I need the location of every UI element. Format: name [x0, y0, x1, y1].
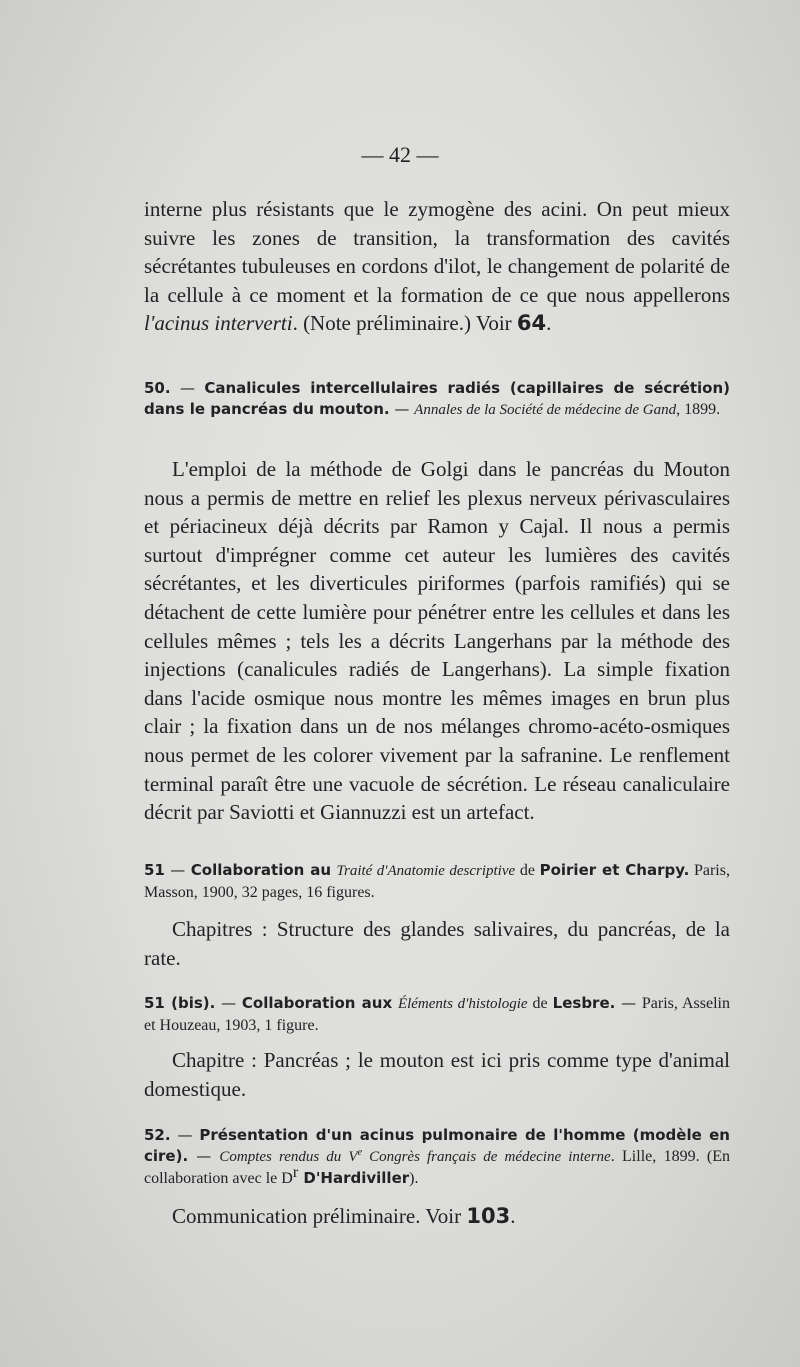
entry-52-title: Présentation d'un acinus pulmonaire de l'homme (modèle en cire). [144, 1126, 730, 1165]
entry-50-citation [144, 378, 730, 421]
entry-50-summary-block [144, 455, 730, 827]
entry-51bis-work: Éléments d'histologie [397, 996, 528, 1012]
entry-52-journal-2: Congrès français de médecine interne [362, 1149, 611, 1165]
entry-52-details-1: . Lille, 1899. (En collaboration avec le D [144, 1148, 731, 1187]
entry-50-dash2: — [389, 400, 415, 418]
entry-51-work: Traité d'Anatomie descriptive [336, 863, 516, 879]
intro-text-3: . [546, 311, 552, 336]
entry-51-summary: Chapitres : Structure des glandes salivaires, du pancréas, de la rate. [144, 917, 730, 970]
entry-52-number: 52. [144, 1126, 171, 1144]
entry-52-reference: 103 [466, 1204, 511, 1228]
entry-52-summary-2: . [510, 1204, 516, 1228]
entry-50 [144, 378, 730, 421]
intro-reference: 64 [516, 311, 547, 336]
entry-52-journal-sup: e [357, 1147, 363, 1158]
entry-52-details-sup: r [292, 1164, 299, 1181]
entry-50-title: Canalicules intercellulaires radiés (capillaires de sécrétion) dans le pancréas du mouton. [144, 379, 730, 418]
entry-51bis-citation [144, 993, 730, 1036]
entry-51-number: 51 [144, 861, 165, 879]
entry-52-dash2: — [188, 1147, 220, 1165]
entry-52-collaborator: D'Hardiviller [298, 1169, 410, 1187]
entry-52-citation [144, 1125, 730, 1189]
entry-50-year: , 1899. [676, 401, 721, 418]
entry-51bis-number: 51 (bis). [144, 994, 216, 1012]
entry-52-summary [144, 1202, 730, 1231]
entry-51 [144, 860, 730, 903]
entry-51bis-dash2: — [615, 994, 642, 1012]
entry-51bis-de: de [527, 995, 553, 1012]
entry-51bis-summary: Chapitre : Pancréas ; le mouton est ici pris comme type d'animal domestique. [144, 1048, 730, 1101]
intro-italic: l'acinus interverti [144, 311, 293, 336]
entry-52-dash: — [170, 1126, 200, 1144]
page-number: — 42 — [361, 142, 439, 167]
entry-50-journal: Annales de la Société de médecine de Gand [414, 402, 677, 418]
entry-51-authors: Poirier et Charpy. [539, 861, 690, 879]
entry-51bis [144, 993, 730, 1036]
entry-51-summary-block [144, 915, 730, 972]
entry-50-summary: L'emploi de la méthode de Golgi dans le pancréas du Mouton nous a permis de mettre en relief les plexus nerveux périvasculaires et périacineux déjà décrits par Ramon y Cajal. Il nous a permis surtout d'imprégner comme cet auteur les lumières des cavités sécrétantes, et les diverticules piriformes (parfois ramifiés) qui se détachent de cette lumière pour pénétrer entre les cellules et dans les cellules mêmes ; tels les a décrits Langerhans par la méthode des injections (canalicules radiés de Langerhans). La simple fixation dans l'acide osmique nous montre les mêmes images en brun plus clair ; la fixation dans un de nos mélanges chromo-acéto-osmiques nous permet de les colorer vivement par la safranine. Le renflement terminal paraît être une vacuole de sécrétion. Le réseau canaliculaire décrit par Saviotti et Giannuzzi est un artefact. [144, 457, 730, 825]
entry-51-citation [144, 860, 730, 903]
entry-51-dash: — [164, 861, 191, 879]
entry-51-title: Collaboration au [190, 861, 332, 879]
entry-52-journal-1: Comptes rendus du V [219, 1149, 358, 1165]
entry-52 [144, 1125, 730, 1189]
entry-51bis-title: Collaboration aux [241, 994, 393, 1012]
intro-text-1: interne plus résistants que le zymogène des acini. On peut mieux suivre les zones de transition, la transformation des cavités sécrétantes tubuleuses en cordons d'ilot, le changement de polarité de la cellule à ce moment et la formation de ce que nous appellerons [144, 197, 730, 307]
entry-51bis-details: Paris, Asselin et Houzeau, 1903, 1 figure. [144, 995, 730, 1034]
entry-51bis-summary-block [144, 1046, 730, 1103]
entry-50-number: 50. [144, 379, 171, 397]
entry-52-summary-1: Communication préliminaire. Voir [172, 1204, 467, 1228]
intro-paragraph [144, 195, 730, 338]
entry-51bis-author: Lesbre. [552, 994, 616, 1012]
entry-51bis-dash: — [215, 994, 242, 1012]
entry-50-dash: — [170, 379, 205, 397]
entry-51-details: Paris, Masson, 1900, 32 pages, 16 figures. [144, 862, 730, 901]
entry-52-summary-block [144, 1202, 730, 1231]
entry-51-de: de [515, 862, 540, 879]
entry-52-details-2: ). [409, 1170, 419, 1187]
intro-text-2: . (Note préliminaire.) Voir [292, 311, 517, 336]
